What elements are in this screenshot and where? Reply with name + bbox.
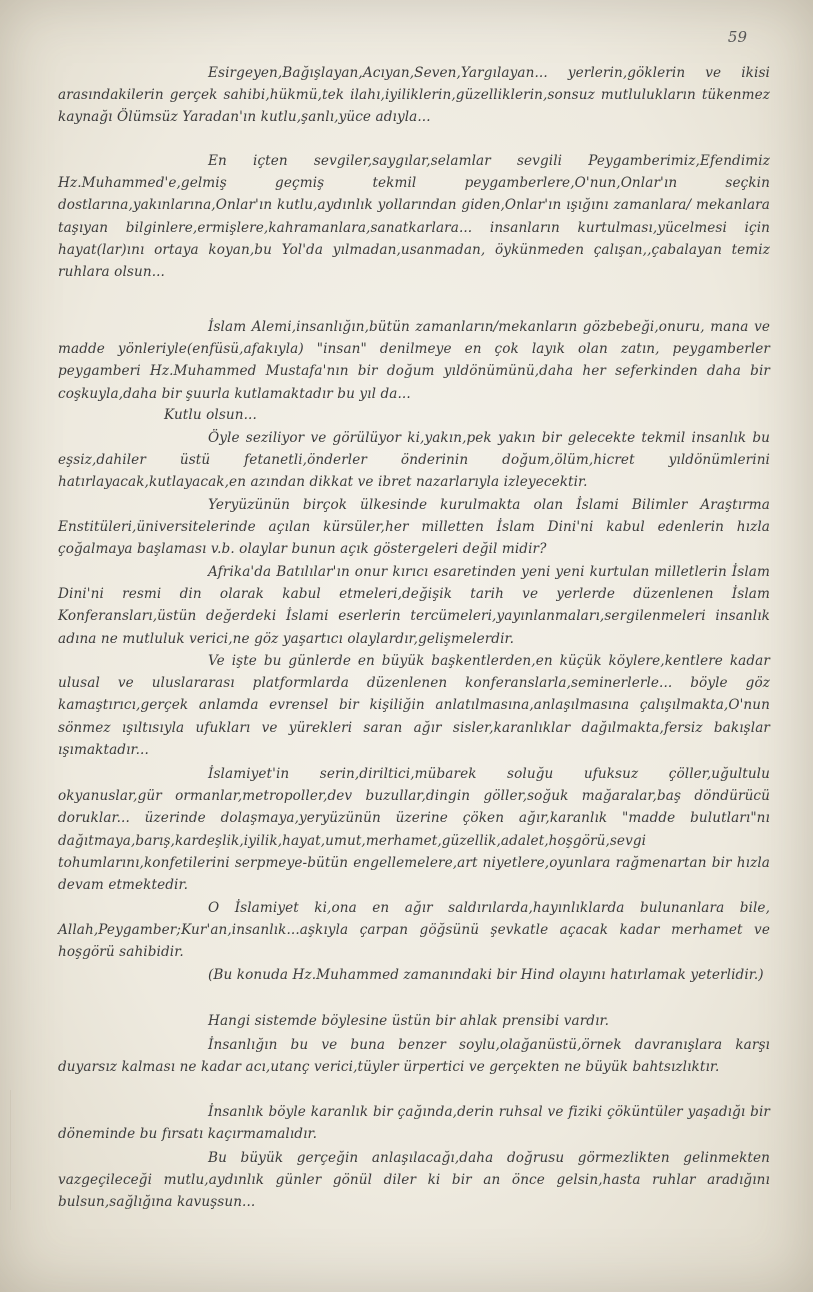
paragraph-opportunity: İnsanlık böyle karanlık bir çağında,derin ruhsal ve fiziki çöküntüler yaşadığı bir döneminde bu fırsatı kaçırmamalıdır. <box>58 1104 770 1143</box>
paragraph-hind-note: (Bu konuda Hz.Muhammed zamanındaki bir Hind olayını hatırlamak yeterlidir.) <box>208 967 764 983</box>
paragraph-closing: Bu büyük gerçeğin anlaşılacağı,daha doğrusu görmezlikten gelinmekten vazgeçileceği mutlu,aydınlık günler gönül diler ki bir an önce gelsin,hasta ruhlar aradığını bulsun,sağlığına kavuşsun... <box>58 1150 770 1211</box>
paragraph-conferences: Ve işte bu günlerde en büyük başkentlerden,en küçük köylere,kentlere kadar ulusal ve uluslararası platformlarda düzenlenen konferanslarla,seminerlerle... böyle göz kamaştırıcı,gerçek anlamda evrensel bir kişiliğin anlatılmasına,anlaşılmasına çalışılmakta,O'nun sönmez ışıltısıyla ufukları ve yürekleri saran ağır sisler,karanlıklar dağılmakta,fersiz bakışlar ışımaktadır... <box>58 653 770 758</box>
margin-scan-mark <box>10 1090 25 1210</box>
paragraph-kutlu-olsun: Kutlu olsun... <box>164 407 257 423</box>
paragraph-africa: Afrika'da Batılılar'ın onur kırıcı esaretinden yeni yeni kurtulan milletlerin İslam Dini'ni resmi din olarak kabul etmeleri,değişik tarih ve yerlerde düzenlenen İslam Konferansları,üstün değerdeki İslami eserlerin tercümeleri,yayınlanmaları,sergilenmeleri insanlık adına ne mutluluk verici,ne göz yaşartıcı olaylardır,gelişmelerdir. <box>58 564 770 647</box>
paragraph-tolerance: O İslamiyet ki,ona en ağır saldırılarda,hayınlıklarda bulunanlara bile, Allah,Peygamber;Kur'an,insanlık...aşkıyla çarpan göğsünü şevkatle açacak kadar merhamet ve hoşgörü sahibidir. <box>58 900 770 961</box>
paragraph-future: Öyle seziliyor ve görülüyor ki,yakın,pek yakın bir gelecekte tekmil insanlık bu eşsiz,dahiler üstü fetanetli,önderler önderinin doğum,ölüm,hicret yıldönümlerini hatırlayacak,kutlayacak,en azından dikkat ve ibret nazarlarıyla izleyecektir. <box>58 430 770 491</box>
paragraph-salutation: En içten sevgiler,saygılar,selamlar sevgili Peygamberimiz,Efendimiz Hz.Muhammed'e,gelmiş geçmiş tekmil peygamberlere,O'nun,Onlar'ın seçkin dostlarına,yakınlarına,Onlar'ın kutlu,aydınlık yollarından giden,Onlar'ın ışığını zamanlara/ mekanlara taşıyan bilginlere,ermişlere,kahramanlara,sanatkarlara... insanların kurtulması,yücelmesi için hayat(lar)ını ortaya koyan,bu Yol'da yılmadan,usanmadan, öykünmeden çalışan,,çabalayan temiz ruhlara olsun... <box>58 153 770 281</box>
paragraph-invocation: Esirgeyen,Bağışlayan,Acıyan,Seven,Yargılayan... yerlerin,göklerin ve ikisi arasındakilerin gerçek sahibi,hükmü,tek ilahı,iyiliklerin,güzelliklerin,sonsuz mutlulukların tükenmez kaynağı Ölümsüz Yaradan'ın kutlu,şanlı,yüce adıyla... <box>58 65 770 126</box>
page-number: 59 <box>727 28 747 46</box>
paragraph-institutes: Yeryüzünün birçok ülkesinde kurulmakta olan İslami Bilimler Araştırma Enstitüleri,üniversitelerinde açılan kürsüler,her milletten İslam Dini'ni kabul edenlerin hızla çoğalmaya başlaması v.b. olaylar bunun açık göstergeleri değil midir? <box>58 497 770 558</box>
paragraph-ethics: Hangi sistemde böylesine üstün bir ahlak prensibi vardır. <box>208 1013 610 1029</box>
paragraph-spread: İslamiyet'in serin,diriltici,mübarek soluğu ufuksuz çöller,uğultulu okyanuslar,gür ormanlar,metropoller,dev buzullar,dingin göller,soğuk mağaralar,baş döndürücü doruklar... üzerinde dolaşmaya,yeryüzünün üzerine çöken ağır,karanlık "madde bulutları"nı dağıtmaya,barış,kardeşlik,iyilik,hayat,umut,merhamet,güzellik,adalet,hoşgörü,sevgi tohumlarını,konfetilerini serpmeye-bütün engellemelere,art niyetlere,oyunlara rağmenartan bir hızla devam etmektedir. <box>58 766 770 894</box>
paragraph-insensitivity: İnsanlığın bu ve buna benzer soylu,olağanüstü,örnek davranışlara karşı duyarsız kalması ne kadar acı,utanç verici,tüyler ürpertici ve gerçekten ne büyük bahtsızlıktır. <box>58 1037 770 1076</box>
paragraph-mevlid: İslam Alemi,insanlığın,bütün zamanların/mekanların gözbebeği,onuru, mana ve madde yönleriyle(enfüsü,afakıyla) "insan" denilmeye en çok layık olan zatın, peygamberler peygamberi Hz.Muhammed Mustafa'nın bir doğum yıldönümünü,daha her seferkinden daha bir coşkuyla,daha bir şuurla kutlamaktadır bu yıl da... <box>58 319 770 402</box>
